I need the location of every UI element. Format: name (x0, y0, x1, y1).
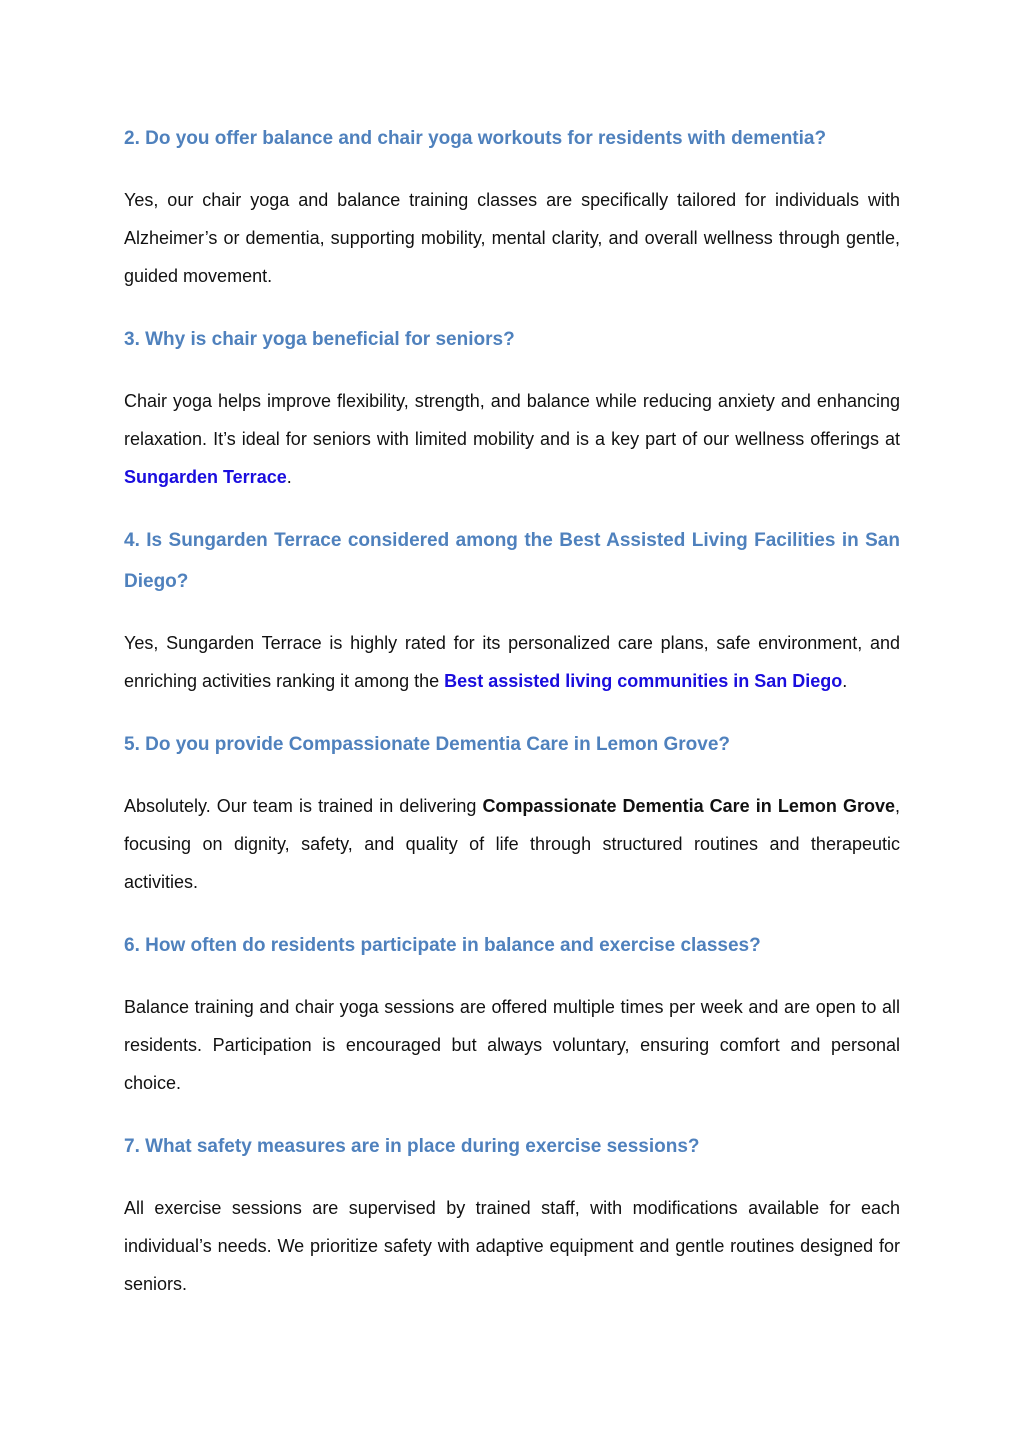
faq-question-6: 6. How often do residents participate in balance and exercise classes? (124, 935, 761, 956)
faq-answer-5-end: , focusing on dignity, safety, and quality of life through structured routines and therapeutic activities. (124, 796, 900, 892)
faq-answer-6: Balance training and chair yoga sessions are offered multiple times per week and are open to all residents. Participation is encouraged but always voluntary, ensuring comfort and personal choice. (124, 997, 900, 1093)
faq-answer-4 (124, 624, 900, 700)
faq-answer-4-end: . (842, 671, 848, 691)
best-assisted-living-link[interactable]: Best assisted living communities in San Diego (444, 671, 843, 691)
faq-question-3: 3. Why is chair yoga beneficial for seniors? (124, 329, 515, 350)
faq-answer-5 (124, 787, 900, 901)
faq-question-5: 5. Do you provide Compassionate Dementia Care in Lemon Grove? (124, 734, 731, 755)
faq-document (124, 118, 900, 1327)
faq-answer-7: All exercise sessions are supervised by trained staff, with modifications available for each individual’s needs. We prioritize safety with adaptive equipment and gentle routines designed for seniors. (124, 1198, 900, 1294)
faq-answer-4-text: Yes, Sungarden Terrace is highly rated for its personalized care plans, safe environment, and enriching activities ranking it among the (124, 633, 900, 691)
faq-question-7: 7. What safety measures are in place during exercise sessions? (124, 1136, 700, 1157)
faq-answer-5-text: Absolutely. Our team is trained in delivering (124, 796, 483, 816)
faq-answer-3 (124, 382, 900, 496)
faq-answer-2: Yes, our chair yoga and balance training classes are specifically tailored for individuals with Alzheimer’s or dementia, supporting mobility, mental clarity, and overall wellness through gentle, guided movement. (124, 190, 900, 286)
sungarden-terrace-link[interactable]: Sungarden Terrace (124, 467, 287, 487)
faq-answer-3-text: Chair yoga helps improve flexibility, strength, and balance while reducing anxiety and enhancing relaxation. It’s ideal for seniors with limited mobility and is a key part of our wellness offerings at (124, 391, 900, 449)
dementia-care-emphasis: Compassionate Dementia Care in Lemon Grove (482, 796, 895, 816)
faq-question-2: 2. Do you offer balance and chair yoga workouts for residents with dementia? (124, 128, 827, 149)
faq-question-4: 4. Is Sungarden Terrace considered among the Best Assisted Living Facilities in San Diego? (124, 530, 900, 592)
faq-answer-3-end: . (286, 467, 292, 487)
